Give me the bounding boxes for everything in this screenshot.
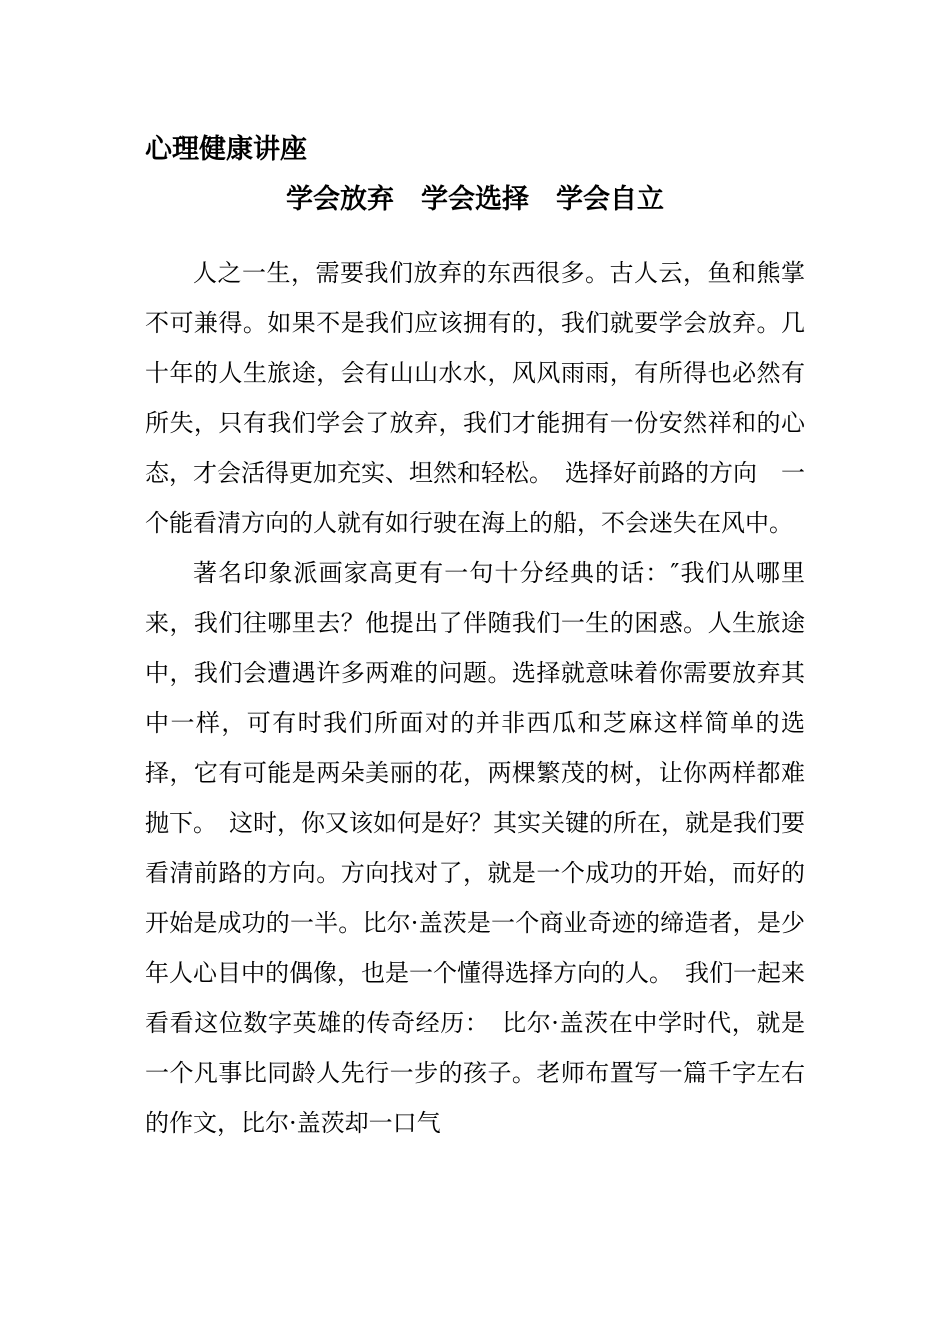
body-paragraph: 著名印象派画家高更有一句十分经典的话：″我们从哪里来，我们往哪里去？他提出了伴随我们一生的困惑。人生旅途中，我们会遭遇许多两难的问题。选择就意味着你需要放弃其中一样，可有时我们所面对的并非西瓜和芝麻这样简单的选择，它有可能是两朵美丽的花，两棵繁茂的树，让你两样都难抛下。 这时，你又该如何是好？其实关键的所在，就是我们要看清前路的方向。方向找对了，就是一个成功的开始，而好的开始是成功的一半。比尔·盖茨是一个商业奇迹的缔造者，是少年人心目中的偶像，也是一个懂得选择方向的人。 我们一起来看看这位数字英雄的传奇经历： 比尔·盖茨在中学时代，就是一个凡事比同龄人先行一步的孩子。老师布置写一篇千字左右的作文，比尔·盖茨却一口气: [145, 559, 805, 1137]
document-body: [145, 248, 805, 1148]
body-paragraph: 人之一生，需要我们放弃的东西很多。古人云，鱼和熊掌不可兼得。如果不是我们应该拥有的，我们就要学会放弃。几十年的人生旅途，会有山山水水，风风雨雨，有所得也必然有所失，只有我们学会了放弃，我们才能拥有一份安然祥和的心态，才会活得更加充实、坦然和轻松。 选择好前路的方向 一个能看清方向的人就有如行驶在海上的船，不会迷失在风中。: [145, 259, 805, 537]
document-heading: 心理健康讲座: [145, 134, 307, 165]
document-title: 学会放弃 学会选择 学会自立: [286, 184, 664, 215]
